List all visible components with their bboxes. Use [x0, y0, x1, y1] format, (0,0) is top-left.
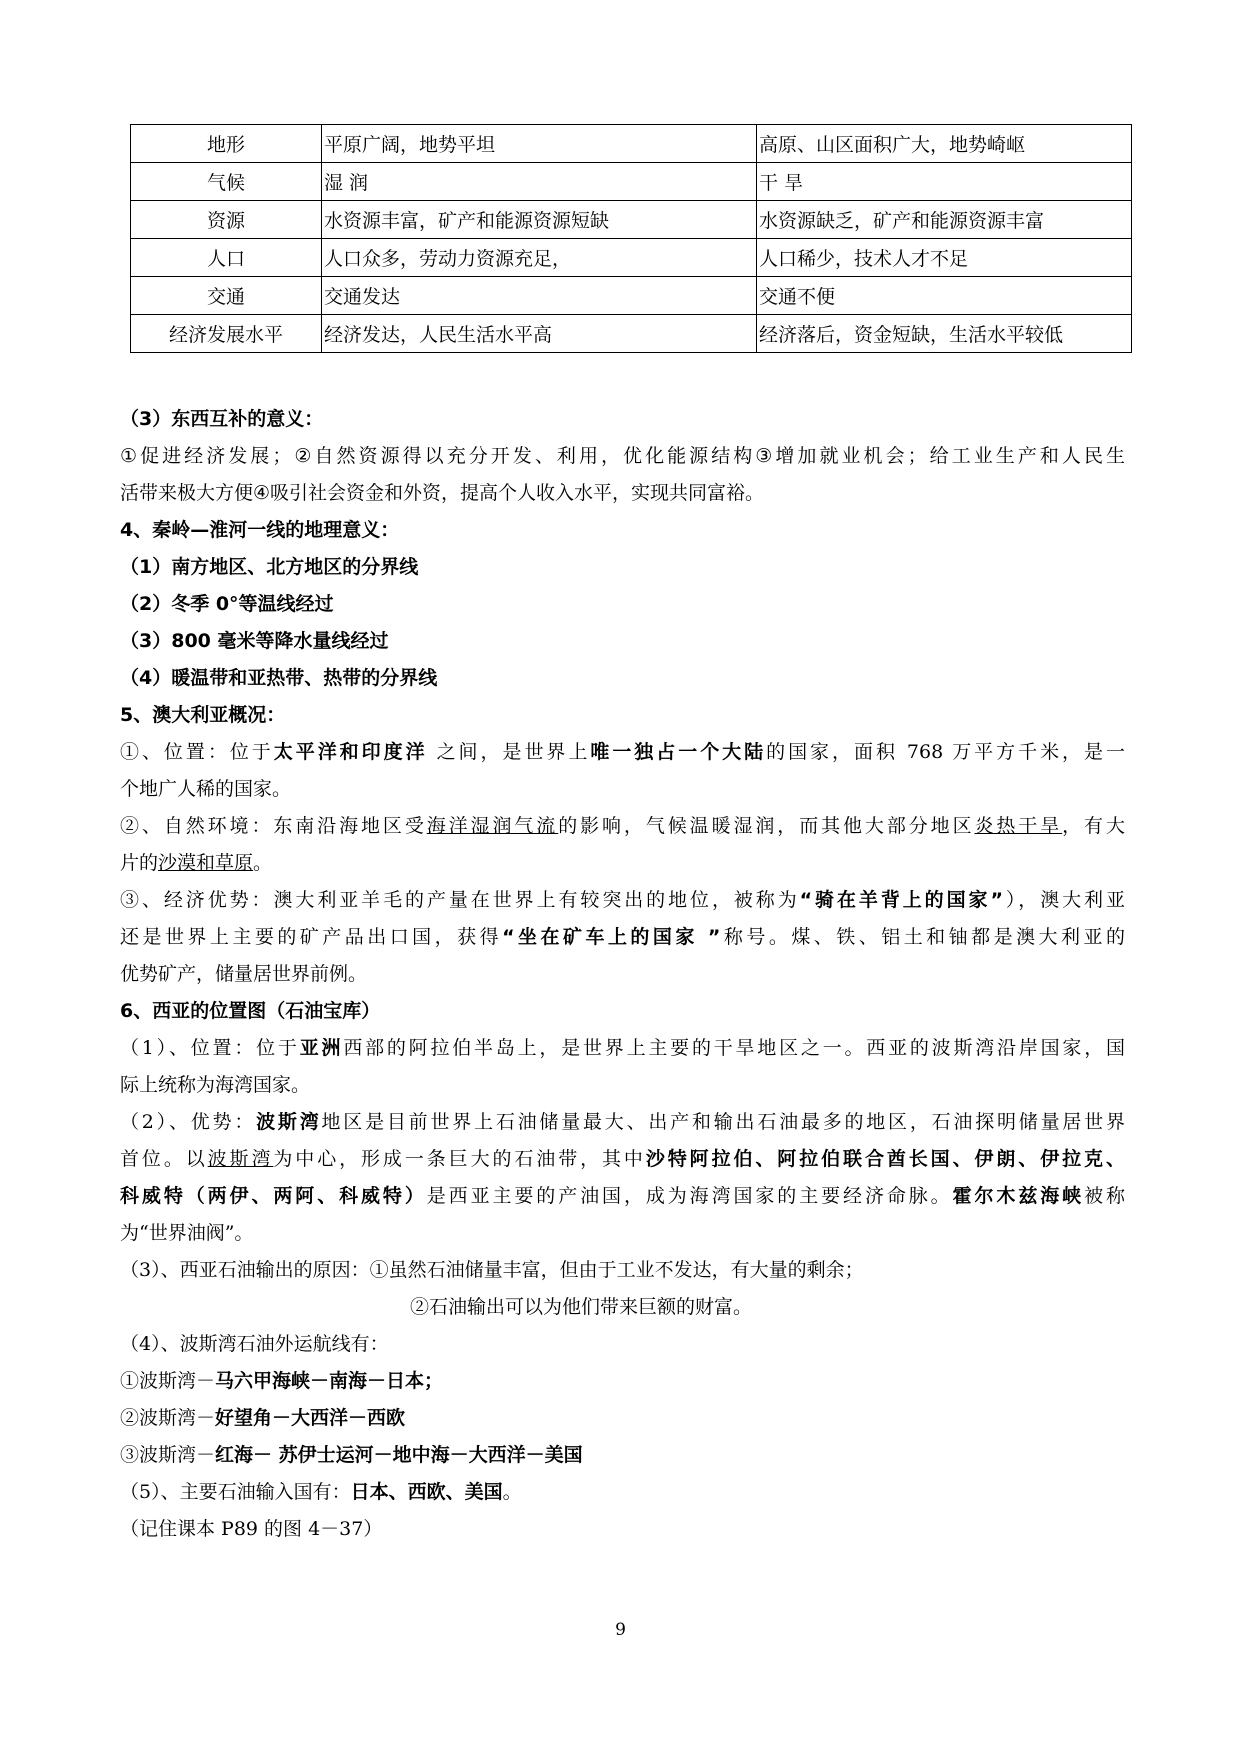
s5-p3-line-1 — [120, 882, 1125, 919]
s6-route-3-start: ③波斯湾－ — [120, 1444, 216, 1466]
table-row — [131, 277, 1132, 315]
s5-p3-b: “骑在羊背上的国家” — [799, 889, 1003, 911]
s5-p1-e: 的国家，面积 768 万平方千米，是一 — [766, 741, 1125, 763]
s6-p2-g: 沙特阿拉伯、阿拉伯联合酋长国、伊朗、伊拉克、 — [645, 1148, 1125, 1170]
s4-item-2: （2）冬季 0°等温线经过 — [120, 593, 334, 615]
table-cell: 经济落后，资金短缺，生活水平较低 — [757, 315, 1132, 353]
s6-p2-b: 波斯湾 — [256, 1111, 322, 1133]
s5-p2-line-1 — [120, 808, 1125, 845]
s5-p3-line-3: 优势矿产，储量居世界前例。 — [120, 963, 368, 985]
s6-route-1-start: ①波斯湾－ — [120, 1370, 216, 1392]
s6-p3-line-2: ②石油输出可以为他们带来巨额的财富。 — [410, 1296, 753, 1318]
s5-p1-a: ①、位置：位于 — [120, 741, 274, 763]
s3-line-2: 活带来极大方便④吸引社会资金和外资，提高个人收入水平，实现共同富裕。 — [120, 482, 765, 504]
table-cell: 经济发展水平 — [131, 315, 322, 353]
s6-route-2-start: ②波斯湾－ — [120, 1407, 216, 1429]
s6-p2-e: 波斯湾 — [207, 1148, 274, 1170]
section-6-heading: 6、西亚的位置图（石油宝库） — [120, 1000, 381, 1022]
s6-p4-heading: （4）、波斯湾石油外运航线有： — [120, 1333, 389, 1355]
s5-p3-line-2 — [120, 919, 1125, 956]
s6-p5 — [120, 1474, 1125, 1511]
table-cell: 交通 — [131, 277, 322, 315]
s6-p5-a: （5）、主要石油输入国有： — [120, 1481, 351, 1503]
s5-p2-h: 。 — [253, 852, 273, 874]
s5-p1-c: 之间，是世界上 — [427, 741, 591, 763]
s5-p1-b: 太平洋和印度洋 — [273, 741, 428, 763]
table-cell: 气候 — [131, 163, 322, 201]
section-4-heading: 4、秦岭—淮河一线的地理意义： — [120, 519, 400, 541]
table-row — [131, 315, 1132, 353]
comparison-table — [130, 124, 1132, 353]
s5-p2-e: ，有大 — [1062, 815, 1125, 837]
s5-p2-f: 片的 — [120, 852, 159, 874]
table-cell: 资源 — [131, 201, 322, 239]
s5-p3-e: “坐在矿车上的国家 ” — [502, 926, 721, 948]
s4-item-1: （1）南方地区、北方地区的分界线 — [120, 556, 419, 578]
page-number: 9 — [615, 1620, 626, 1640]
s6-p1-line-2: 际上统称为海湾国家。 — [120, 1074, 311, 1096]
s4-item-3: （3）800 毫米等降水量线经过 — [120, 630, 389, 652]
table-row — [131, 201, 1132, 239]
table-cell: 高原、山区面积广大，地势崎岖 — [757, 125, 1132, 163]
s6-p2-line-4: 为“世界油阀”。 — [120, 1222, 254, 1244]
s6-p2-line-2 — [120, 1141, 1125, 1178]
s6-p1-line-1 — [120, 1030, 1125, 1067]
s6-p2-line-3 — [120, 1178, 1125, 1215]
s6-route-3 — [120, 1437, 1125, 1474]
s5-p3-a: ③、经济优势：澳大利亚羊毛的产量在世界上有较突出的地位，被称为 — [120, 889, 800, 911]
table-cell: 平原广阔，地势平坦 — [322, 125, 757, 163]
table-cell: 干 旱 — [757, 163, 1132, 201]
s6-route-2-path: 好望角－大西洋－西欧 — [215, 1407, 406, 1429]
table-row — [131, 163, 1132, 201]
section-3-heading: （3）东西互补的意义： — [120, 408, 324, 430]
table-cell: 经济发达，人民生活水平高 — [322, 315, 757, 353]
table-cell: 人口稀少，技术人才不足 — [757, 239, 1132, 277]
s5-p2-a: ②、自然环境：东南沿海地区受 — [120, 815, 427, 837]
s6-route-3-path: 红海－ 苏伊士运河－地中海－大西洋－美国 — [215, 1444, 583, 1466]
table-cell: 水资源丰富，矿产和能源资源短缺 — [322, 201, 757, 239]
s5-p2-b: 海洋湿润气流 — [426, 815, 559, 837]
table-cell: 地形 — [131, 125, 322, 163]
s6-p2-line-1 — [120, 1104, 1125, 1141]
s6-route-1-path: 马六甲海峡－南海－日本； — [215, 1370, 444, 1392]
s6-p5-c: 。 — [502, 1481, 522, 1503]
s6-p2-i: 是西亚主要的产油国，成为海湾国家的主要经济命脉。 — [426, 1185, 953, 1207]
table-cell: 交通不便 — [757, 277, 1132, 315]
table-cell: 人口 — [131, 239, 322, 277]
table-row — [131, 125, 1132, 163]
s3-line-1: ①促进经济发展；②自然资源得以充分开发、利用，优化能源结构③增加就业机会；给工业生产和人民生 — [120, 445, 1125, 467]
s5-p1-d: 唯一独占一个大陆 — [590, 741, 767, 763]
s6-p1-b: 亚洲 — [299, 1037, 344, 1059]
s5-p2-line-2 — [120, 845, 1125, 882]
s4-item-4: （4）暖温带和亚热带、热带的分界线 — [120, 667, 438, 689]
s6-p2-k: 被称 — [1084, 1185, 1125, 1207]
s5-p1-line-1 — [120, 734, 1125, 771]
s6-p2-j: 霍尔木兹海峡 — [952, 1185, 1085, 1207]
table-cell: 交通发达 — [322, 277, 757, 315]
s5-p2-g: 沙漠和草原 — [158, 852, 254, 874]
s5-p3-d: 还是世界上主要的矿产品出口国，获得 — [120, 926, 503, 948]
s5-p2-c: 的影响，气候温暖湿润，而其他大部分地区 — [558, 815, 975, 837]
s6-route-2 — [120, 1400, 1125, 1437]
s6-p1-c: 西部的阿拉伯半岛上，是世界上主要的干旱地区之一。西亚的波斯湾沿岸国家，国 — [343, 1037, 1125, 1059]
section-5-heading: 5、澳大利亚概况： — [120, 704, 286, 726]
table-cell: 水资源缺乏，矿产和能源资源丰富 — [757, 201, 1132, 239]
s6-p1-a: （1）、位置：位于 — [120, 1037, 300, 1059]
s6-p2-c: 地区是目前世界上石油储量最大、出产和输出石油最多的地区，石油探明储量居世界 — [321, 1111, 1125, 1133]
table-cell: 人口众多，劳动力资源充足， — [322, 239, 757, 277]
s6-p2-d: 首位。以 — [120, 1148, 208, 1170]
s5-p3-c: ），澳大利亚 — [1002, 889, 1125, 911]
s6-p5-b: 日本、西欧、美国 — [350, 1481, 503, 1503]
table-cell: 湿 润 — [322, 163, 757, 201]
document-body — [120, 401, 1125, 1548]
s6-p2-f: 为中心，形成一条巨大的石油带，其中 — [273, 1148, 646, 1170]
s6-p2-a: （2）、优势： — [120, 1111, 257, 1133]
s5-p2-d: 炎热干旱 — [974, 815, 1063, 837]
s6-route-1 — [120, 1363, 1125, 1400]
s6-p2-h: 科威特（两伊、两阿、科威特） — [120, 1185, 427, 1207]
table-row — [131, 239, 1132, 277]
s6-note: （记住课本 P89 的图 4－37） — [120, 1518, 383, 1540]
s5-p1-line-2: 个地广人稀的国家。 — [120, 778, 292, 800]
s5-p3-f: 称号。煤、铁、铝土和铀都是澳大利亚的 — [720, 926, 1125, 948]
s6-p3-line-1: （3）、西亚石油输出的原因：①虽然石油储量丰富，但由于工业不发达，有大量的剩余； — [120, 1259, 864, 1281]
